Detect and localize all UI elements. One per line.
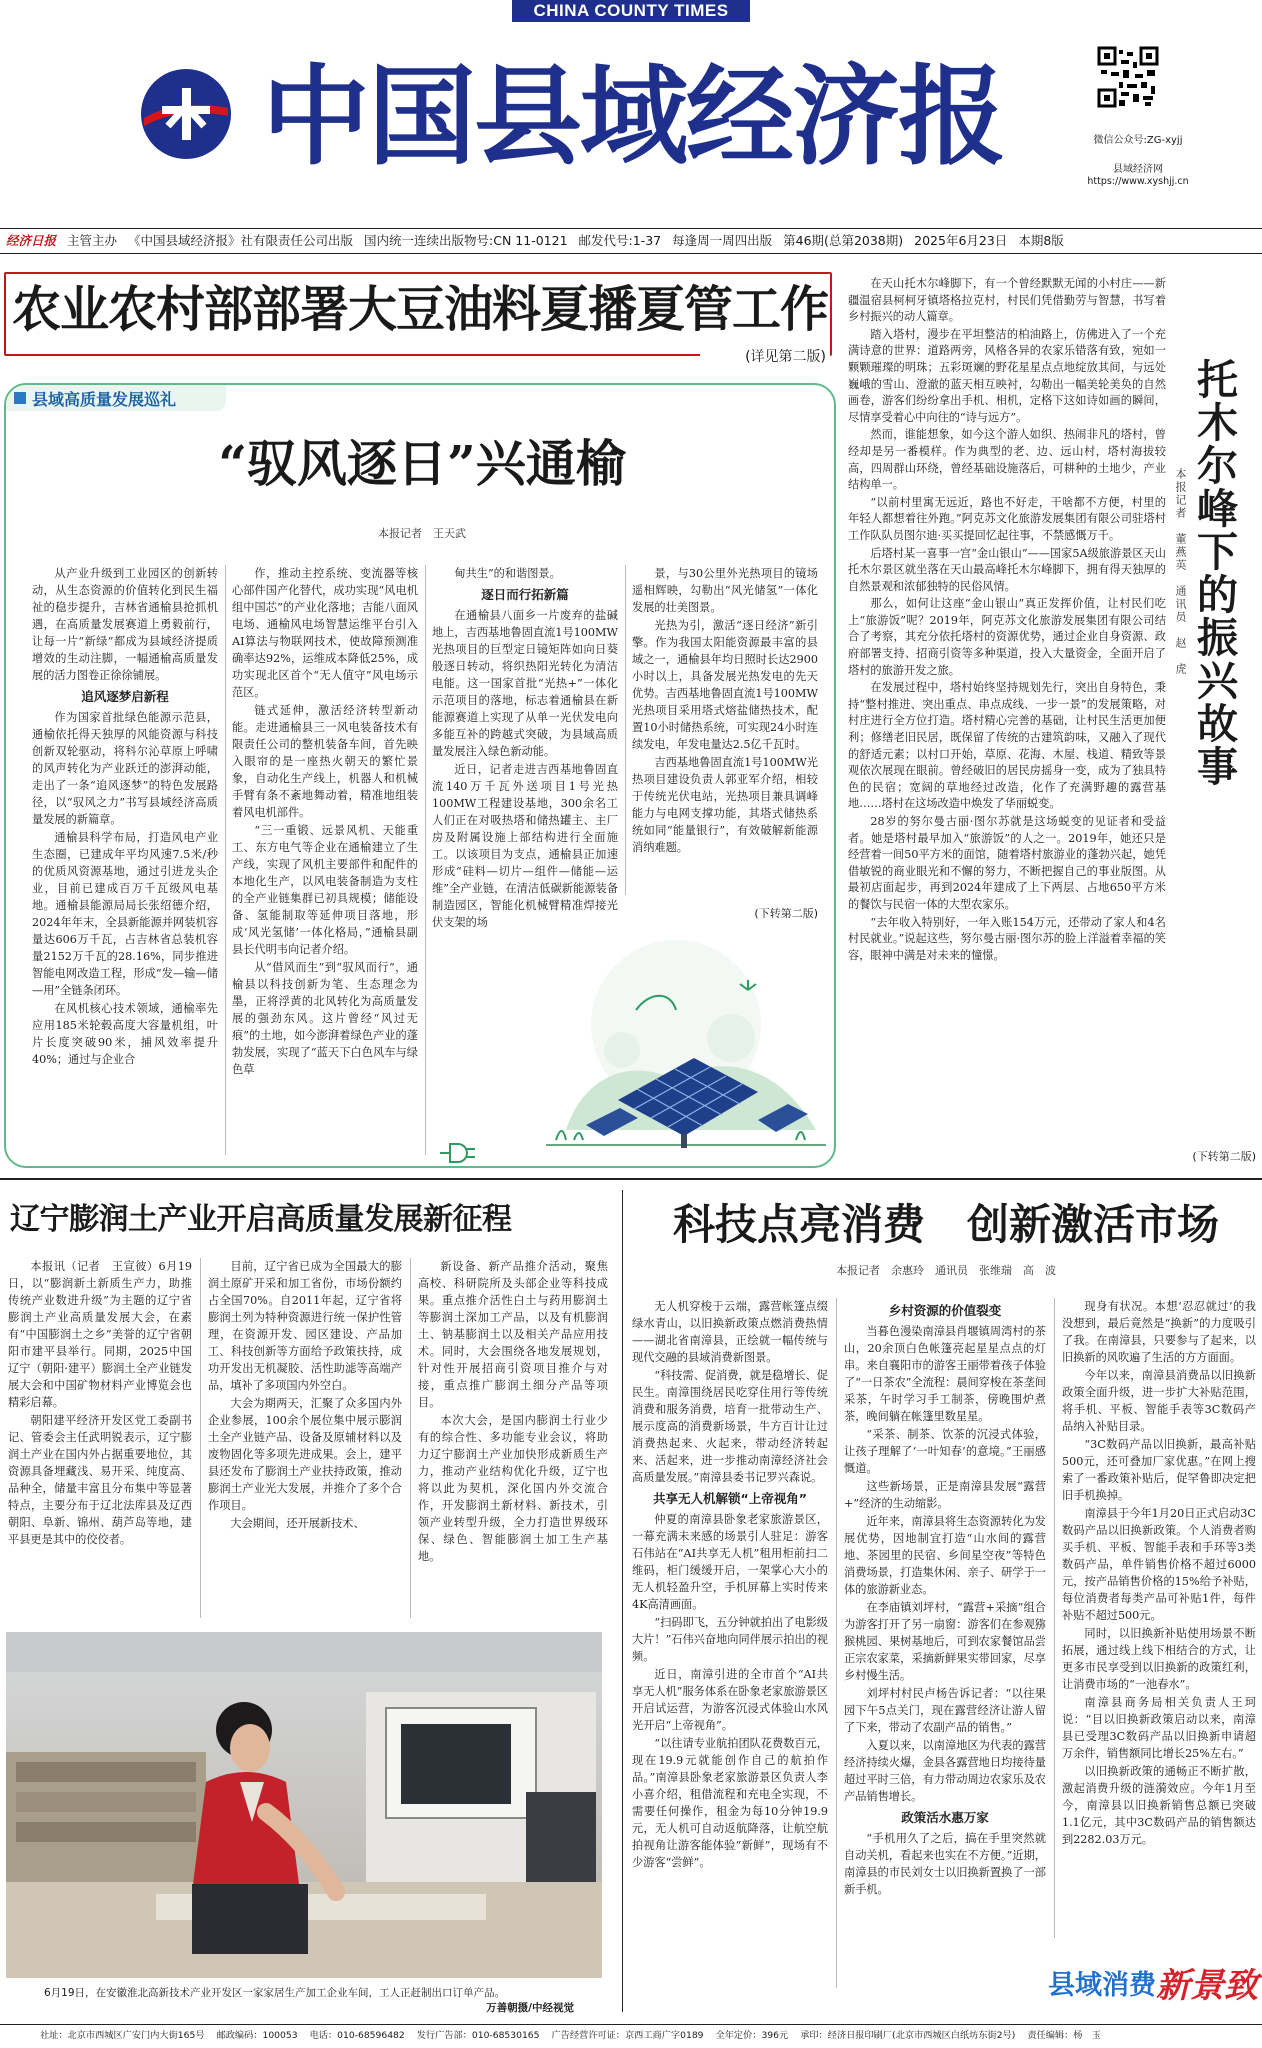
feature-tag-text: 县域高质量发展巡礼 (32, 389, 177, 409)
footer-tel: 电话：010-68596482 (309, 2030, 405, 2041)
paragraph: 在风机核心技术领域，通榆率先应用185米轮毂高度大容量机组，叶片长度突破90米，捕风效率提升40%；通过与企业合 (32, 1002, 218, 1066)
footer-ad: 发行广告部：010-68530165 (416, 2030, 540, 2041)
tech-col-3 (1062, 1298, 1256, 1938)
paragraph: 这些新场景，正是南漳县发展“露营+”经济的生动缩影。 (844, 1480, 1046, 1510)
footer-editor: 责任编辑：杨 玉 (1027, 2030, 1101, 2041)
paragraph: 甸共生”的和谐图景。 (454, 567, 561, 580)
paragraph: 踏入塔村，漫步在平坦整洁的柏油路上，仿佛进入了一个充满诗意的世界：道路两旁，风格各异的农家乐错落有致，宛如一颗颗璀璨的明珠；五彩斑斓的野花星星点点地绽放其间，与远处巍峨的雪山、澄澈的蓝天相互映衬，勾勒出一幅美轮美奂的自然画卷，游客们纷纷拿出手机、相机，定格下这如诗如画的瞬间，尽情享受着心中向往的“诗与远方”。 (848, 327, 1166, 424)
side-feature (848, 276, 1260, 1156)
footer-printer: 承印：经济日报印刷厂(北京市西城区白纸坊东街2号) (800, 2030, 1016, 2041)
paragraph: “去年收入特别好，一年入账154万元，还带动了家人和4名村民就业。”说起这些，努尔曼古丽·图尔苏的脸上洋溢着幸福的笑容，眼神中满是对未来的憧憬。 (848, 915, 1166, 962)
paragraph: “科技需、促消费，就是稳增长、促民生。南漳围绕居民吃穿住用行等传统消费和服务消费，培育一批带动生产、展示度高的消费新场景，牛方百计让过消费热起来、火起来，带动经济转起来、活起来，进一步推动南漳经济社会高质量发展。”南漳县委书记罗兴森说。 (632, 1369, 828, 1484)
site-url[interactable]: https://www.xyshjj.cn (1087, 176, 1189, 187)
paragraph: 链式延伸，激活经济转型新动能。走进通榆县三一风电装备技术有限责任公司的整机装备车间，首先映入眼帘的是一座热火朝天的繁忙景象，自动化生产线上，机器人和机械手臂有条不紊地舞动着，精准地组装着风电机部件。 (232, 704, 418, 819)
side-feature-byline: 本报记者 董燕英 通讯员 赵 虎 (1174, 468, 1187, 676)
factory-photo (6, 1632, 602, 1978)
paragraph: 同时，以旧换新补贴使用场景不断拓展，通过线上线下相结合的方式，让更多市民享受到以旧换新的政策红利，让消费市场的“一池春水”。 (1062, 1627, 1256, 1691)
paragraph: 朝阳建平经济开发区党工委副书记、管委会主任武明锐表示，辽宁膨润土产业在国内外占据重要地位，其资源具备埋藏浅、易开采、纯度高、品种全，储量丰富且分布集中等显著特点，主要分布于辽北法库县及辽西朝阳、阜新、锦州、葫芦岛等地，建平县更是其中的佼佼者。 (8, 1414, 192, 1546)
footer-zip: 邮政编码：100053 (216, 2030, 298, 2041)
paragraph: 景，与30公里外光热项目的镜场遥相辉映，勾勒出“风光储氢”一体化发展的壮美图景。 (632, 567, 818, 614)
feature-box (4, 383, 836, 1168)
paragraph: 无人机穿梭于云端，露营帐篷点缀绿水青山，以旧换新政策点燃消费热情——湖北省南漳县，正绘就一幅传统与现代交融的县域消费新图景。 (632, 1300, 828, 1364)
paragraph: 在发展过程中，塔村始终坚持规划先行，突出自身特色，秉持“整村推进、突出重点、串点成线、一步一景”的发展策略，对村庄进行全方位打造。塔村精心完善的基础，让村民生活更加便利；修缮老旧民居，既保留了传统的古建筑韵味，又融入了现代的舒适元素；以村口开始，草原、花海、木屋、栈道、精致等景观依次展现在眼前。曾经破旧的居民房摇身一变，成为了独具特色的民宿；宽阔的草地经过改造，化作了充满野趣的露营基地……塔村在这场改造中焕发了华丽蜕变。 (848, 681, 1166, 811)
paragraph: 刘坪村村民卢杨告诉记者：“以往果园下午5点关门，现在露营经济让游人留了下来，带动了农副产品的销售。” (844, 1687, 1046, 1734)
tech-title: 科技点亮消费 创新激活市场 (672, 1200, 1219, 1249)
photo-credit: 万善朝摄/中经视觉 (486, 2002, 574, 2014)
paragraph: 今年以来，南漳县消费品以旧换新政策全面升级，进一步扩大补贴范围，将手机、平板、智能手表等3C数码产品纳入补贴目录。 (1062, 1369, 1256, 1433)
feature-continued: (下转第二版) (754, 907, 818, 920)
footer-price: 全年定价：396元 (715, 2030, 789, 2041)
column-rule (836, 1298, 837, 1988)
sub-heading: 乡村资源的价值裂变 (888, 1303, 1002, 1318)
photo-caption (6, 1986, 602, 2016)
column-rule (200, 1258, 201, 1618)
paragraph: 新设备、新产品推介活动，聚焦高校、科研院所及头部企业等科技成果。重点推介活性白土与药用膨润土等膨润土深加工产品，以及有机膨润土、钠基膨润土以及相关产品应用技术。同时，大会围绕各地发展规划，针对性开展招商引资项目推介与对接，重点推广膨润土细分产品等项目。 (418, 1260, 608, 1409)
side-feature-title: 托木尔峰下的振兴故事 (1190, 358, 1238, 788)
feature-col-4 (632, 565, 818, 885)
qr-code-icon (1097, 46, 1159, 108)
feature-tag (6, 385, 226, 411)
brand-part-b: 新景致 (1156, 1965, 1258, 2006)
footer-address: 社址：北京市西城区广安门内大街165号 (40, 2030, 205, 2041)
liaoning-col-1 (8, 1258, 192, 1622)
column-brand (1000, 1960, 1262, 2004)
paragraph: “三一重锻、远景风机、天能重工、东方电气等企业在通榆建立了生产线，实现了风机主要部件和配件的本地化生产，以风电装备制造为支柱的全产业链集群已初具规模；储能设备、氢能制取等延伸项目落地，形成‘风光氢储’一体化格局，”通榆县副县长代明韦向记者介绍。 (232, 824, 418, 956)
post-code: 邮发代号:1-37 (578, 233, 662, 248)
factory-photo-image (6, 1632, 602, 1978)
paragraph: 在天山托木尔峰脚下，有一个曾经默默无闻的小村庄——新疆温宿县柯柯牙镇塔格拉克村，村民们凭借勤劳与智慧，书写着乡村振兴的动人篇章。 (848, 277, 1166, 324)
paragraph: 现身有状况。本想‘忍忍就过’的我没想到，最后竟然是“换新”的力度吸引了我。在南漳县，只要参与了起来，以旧换新的风吹遍了生活的方方面面。 (1062, 1300, 1256, 1364)
tech-byline: 本报记者 余惠玲 通讯员 张维瑞 高 波 (836, 1264, 1056, 1277)
section-vertical-divider (622, 1190, 623, 2012)
paragraph: 在李庙镇刘坪村，“露营+采摘”组合为游客打开了另一扇窗：游客们在参观猕猴桃园、果树基地后，可到农家餐馆品尝正宗农家菜，采摘新鲜果实带回家，尽享乡村慢生活。 (844, 1601, 1046, 1682)
tech-col-2 (844, 1298, 1046, 1988)
feature-col-1 (32, 565, 218, 1155)
paragraph: 本报讯（记者 王宣彼）6月19日，以“膨润新土新质生产力，助推传统产业数进升级”为主题的辽宁省膨润土产业高质量发展大会，在素有“中国膨润土之乡”美誉的辽宁省朝阳市建平县举行。同期，2025中国辽宁（朝阳·建平）膨润土全产业链发展大会和中国矿物材料产业博览会也精彩启幕。 (8, 1260, 192, 1409)
paragraph: 作为国家首批绿色能源示范县，通榆依托得天独厚的风能资源与科技创新双轮驱动，将科尔沁草原上呼啸的风声转化为产业跃迁的澎湃动能，走出了一条“追风逐梦”的特色发展路径，以“驭风之力”书写县域经济高质量发展的新篇章。 (32, 711, 218, 826)
paragraph: “以前村里寓无远近，路也不好走，干啥都不方便，村里的年轻人都想着往外跑。”阿克苏文化旅游发展集团有限公司驻塔村工作队队员图尔迪·买买提回忆起往事，不禁感慨万千。 (848, 495, 1166, 542)
paragraph: “3C数码产品以旧换新，最高补贴500元，还可叠加厂家优惠。”在网上搜索了一番政策补贴后，促罕鲁即决定把旧手机换掉。 (1062, 1438, 1256, 1502)
sponsor: 主管主办 (67, 233, 118, 248)
solar-panel-illustration (526, 930, 836, 1168)
column-rule (1054, 1298, 1055, 1938)
paragraph: “手机用久了之后，搞在手里突然就自动关机，看起来也实在不方便。”近期，南漳县的市民刘女士以旧换新置换了一部新手机。 (844, 1832, 1046, 1896)
feature-title: “驭风逐日”兴通榆 (218, 434, 626, 493)
paragraph: 以旧换新政策的通畅正不断扩散，激起消费升级的涟漪效应。今年1月至今，南漳县以旧换新销售总额已突破1.1亿元，其中3C数码产品的销售额达到2282.03万元。 (1062, 1765, 1256, 1846)
column-rule (225, 565, 226, 1155)
paragraph: 近年来，南漳县将生态资源转化为发展优势，因地制宜打造“山水间的露营地、茶园里的民宿、乡间星空夜”等特色消费场景，打造集休闲、亲子、研学于一体的旅游新业态。 (844, 1515, 1046, 1596)
paragraph: 后塔村某一喜事一宫“金山银山”——国家5A级旅游景区天山托木尔景区就坐落在天山最高峰托木尔峰脚下，拥有得天独厚的自然景观和浓郁独特的民俗风情。 (848, 546, 1166, 593)
feature-byline: 本报记者 王天武 (378, 527, 466, 540)
paragraph: “采茶、制茶、饮茶的沉浸式体验，让孩子理解了‘一叶知春’的意境。”王丽感慨道。 (844, 1428, 1046, 1475)
paragraph: 南漳县于今年1月20日正式启动3C数码产品以旧换新政策。个人消费者购买手机、平板、智能手表和手环等3类数码产品，单件销售价格不超过6000元，按产品销售价格的15%给予补贴，每位消费者每类产品可补贴1件，每件补贴不超过500元。 (1062, 1507, 1256, 1622)
paragraph: 通榆县科学布局，打造风电产业生态圈，已建成年平均风速7.5米/秒的优质风资源基地，通过引进龙头企业，目前已建成百万千瓦级风电基地。通榆县能源局局长张绍德介绍，2024年年末，全县新能源并网装机容量达606万千瓦，占吉林省总装机容量2152万千瓦的28.16%，同步推进智能电网改造工程，形成“发—输—储—用”全链条闭环。 (32, 831, 218, 997)
tag-square-icon (14, 392, 26, 404)
publisher: 《中国县域经济报》社有限责任公司出版 (128, 233, 354, 248)
side-feature-continued: (下转第二版) (1192, 1150, 1256, 1163)
headline-note: (详见第二版) (700, 346, 830, 366)
paragraph: 那么，如何让这座“金山银山”真正发挥价值，让村民们吃上“旅游饭”呢？2019年，阿克苏文化旅游发展集团有限公司结合了考察，其充分依托塔村的资源优势，通过企业自身资源、政府部署支持、招商引资等多种渠道，投入大量资金，全面开启了塔村的旅游开发之旅。 (848, 597, 1166, 677)
paragraph: “以往请专业航拍团队花费数百元，现在19.9元就能创作自己的航拍作品。”南漳县卧象老家旅游景区负责人李小喜介绍，租借流程和充电全实现，不需要任何操作，租金为每10分钟19.9元，无人机可自动返航降落，让航空航拍视角让游客能体验“新鲜”，现场有不少游客“尝鲜”。 (632, 1737, 828, 1869)
paragraph: 光热为引，激活“逐日经济”新引擎。作为我国太阳能资源最丰富的县域之一，通榆县年均日照时长达2900小时以上，具备发展光热发电的先天优势。吉西基地鲁固直流1号100MW光热项目采用塔式熔盐储热技术，配置10小时储热系统，可实现24小时连续发电，年发电量达2.5亿千瓦时。 (632, 619, 818, 751)
issue-date: 2025年6月23日 (914, 233, 1008, 248)
info-bar (0, 228, 1262, 254)
footer (0, 2024, 1262, 2048)
cn-number: 国内统一连续出版物号:CN 11-0121 (364, 233, 568, 248)
masthead-title: 中国县域经济报 (262, 54, 1005, 180)
masthead-logo-icon (138, 66, 234, 162)
paragraph: “扫码即飞，五分钟就拍出了电影级大片！”石伟兴奋地向同伴展示拍出的视频。 (632, 1616, 828, 1663)
feature-col-2 (232, 565, 418, 1155)
liaoning-col-2 (208, 1258, 402, 1622)
side-feature-text (848, 276, 1166, 1166)
sub-heading: 追风逐梦启新程 (81, 689, 169, 704)
section-divider (0, 1178, 1262, 1180)
column-rule (410, 1258, 411, 1618)
brand-part-a: 县域消费 (1048, 1969, 1156, 2001)
column-rule (425, 565, 426, 1155)
qr-caption: 微信公众号:ZG-xyjj (1093, 135, 1183, 146)
masthead (0, 0, 1262, 228)
paragraph: 当暮色漫染南漳县肖堰镇周湾村的茶山，20余顶白色帐篷亮起星星点点的灯串。来自襄阳市的游客王丽带着孩子体验了“一日茶农”全流程：晨间穿梭在茶垄间采茶，午时学习手工制茶，傍晚围炉煮茶，晚间躺在帐篷里数星星。 (844, 1325, 1046, 1423)
paragraph: 作，推动主控系统、变流器等核心部件国产化替代，成功实现“风电机组中国芯”的产业化落地；吉能八面风电场、通榆风电场智慧运维平台引入AI算法与物联网技术，使故障预测准确率达92%，运维成本降低25%，成功实现北区首个“无人值守”风电场示范区。 (232, 567, 418, 699)
masthead-english: CHINA COUNTY TIMES (512, 0, 750, 22)
sub-heading: 共享无人机解锁“上帝视角” (653, 1491, 807, 1506)
sub-heading: 逐日而行拓新篇 (481, 587, 569, 602)
paragraph: 在通榆县八面乡一片废弃的盐碱地上，吉西基地鲁固直流1号100MW光热项目的巨型定日镜矩阵如向日葵般逐日转动，将织热阳光转化为清洁电能。这一国家首批“光热+”一体化示范项目的落地，标志着通榆县在新能源赛道上实现了从单一光伏发电向多能互补的跨越式突破，为县域高质量发展注入绿色新动能。 (432, 609, 618, 758)
plug-icon (440, 1140, 476, 1166)
photo-caption-text: 6月19日，在安徽淮北高新技术产业开发区一家家居生产加工企业车间，工人正赶制出口订单产品。 (44, 1987, 506, 1999)
liaoning-title: 辽宁膨润土产业开启高质量发展新征程 (10, 1202, 512, 1237)
paragraph: 吉西基地鲁固直流1号100MW光热项目建设负责人郭亚军介绍，相较于传统光伏电站，光热项目兼具调峰能力与电网支撑功能，其塔式储热系统如同“能量银行”，有效破解新能源消纳难题。 (632, 756, 818, 854)
column-rule (625, 565, 626, 895)
paragraph: 本次大会，是国内膨润土行业少有的综合性、多功能专业会议，将助力辽宁膨润土产业加快形成新质生产力，推动产业结构优化升级，辽宁也将以此为契机，深化国内外交流合作，开发膨润土新材料、新技术，引领产业转型升级，全力打造世界级环保、绿色、智能膨润土加工生产基地。 (418, 1414, 608, 1563)
tech-col-1 (632, 1298, 828, 1988)
schedule: 每逢周一周四出版 (672, 233, 773, 248)
issue-number: 第46期(总第2038期) (783, 233, 904, 248)
paragraph: 目前，辽宁省已成为全国最大的膨润土原矿开采和加工省份，市场份额约占全国70%。自2011年起，辽宁省将膨润土列为特种资源进行统一保护性管理，在资源开发、园区建设、产品加工、科技创新等方面给予政策扶持，成功开发出无机凝胶、活性助滤等高端产品，填补了多项国内外空白。 (208, 1260, 402, 1392)
paragraph: 仲夏的南漳县卧象老家旅游景区，一幕充满未来感的场景引人驻足：游客石伟站在“AI共享无人机”租用柜前扫二维码，柜门缓缓开启，一架掌心大小的无人机轻盈升空，手机屏幕上实时传来4K高清画面。 (632, 1513, 828, 1611)
sub-heading: 政策活水惠万家 (901, 1810, 989, 1825)
page-count: 本期8版 (1018, 233, 1064, 248)
paragraph: 28岁的努尔曼古丽·图尔苏就是这场蜕变的见证者和受益者。她是塔村最早加入“旅游饭”的人之一。2019年，她还只是经营着一间50平方米的面馆，随着塔村旅游业的蓬勃兴起，她凭借敏锐的商业眼光和不懈的努力，不断把握自己的事业版图。从最初店面起步，再到2024年建成了上下两层、占地650平方米的餐饮与民宿一体的大型农家乐。 (848, 815, 1166, 911)
headline-title: 农业农村部部署大豆油料夏播夏管工作 (12, 280, 829, 338)
paragraph: 从产业升级到工业园区的创新转动，从生态资源的价值转化到民生福祉的稳步提升，吉林省通榆县抢抓机遇，在高质量发展赛道上勇毅前行，让每一片“新绿”都成为县域经济提质增效的生动注脚，一幅通榆高质量发展的活力图卷正徐徐铺展。 (32, 567, 218, 682)
paragraph: 然而，谁能想象，如今这个游人如织、热闹非凡的塔村，曾经却是另一番模样。作为典型的老、边、远山村，塔村海拔较高，四周群山环绕，曾经基础设施落后，可耕种的土地少，产业结构单一。 (848, 428, 1166, 492)
paragraph: 南漳县商务局相关负责人王珂说：“目以旧换新政策启动以来，南漳县已受理3C数码产品以旧换新申请超万余件，销售额同比增长25%左右。” (1062, 1696, 1256, 1760)
paragraph: 大会期间，还开展新技术、 (230, 1517, 365, 1530)
footer-ad-license: 广告经营许可证：京西工商广字0189 (551, 2030, 704, 2041)
paragraph: 近日，记者走进吉西基地鲁固直流140万千瓦外送项目1号光热100MW工程建设基地，300余名工人们正在对吸热塔和储热罐主、主厂房及附属设施上部结构进行全面施工。以该项目为支点，通榆县正加速形成“硅料—切片—组件—储能—运维”全产业链，在清洁低碳新能源装备制造园区，智能化机械臂精准焊接光伏支架的场 (432, 763, 618, 929)
publisher-logo: 经济日报 (6, 233, 57, 248)
headline-box[interactable] (4, 272, 832, 356)
site-name: 县域经济网 (1113, 164, 1163, 175)
paragraph: 大会为期两天，汇聚了众多国内外企业参展，100余个展位集中展示膨润土全产业链产品、设备及原辅材料以及废物固化等多项先进成果。会上，建平县还发布了膨润土产业扶持政策，推动膨润土产业光大发展，并推介了多个合作项目。 (208, 1397, 402, 1512)
liaoning-col-3 (418, 1258, 608, 1622)
paragraph: 近日，南漳引进的全市首个“AI共享无人机”服务体系在卧象老家旅游景区开启试运营，为游客沉浸式体验山水风光开启“上帝视角”。 (632, 1668, 828, 1732)
paragraph: 从“借风而生”到“驭风而行”，通榆县以科技创新为笔、生态理念为墨，正将浮黄的北风转化为高质量发展的强劲东风。这片曾经“风过无痕”的土地，如今澎湃着绿色产业的蓬勃发展，实现了“蓝天下白色风车与绿色草 (232, 961, 418, 1076)
paragraph: 入夏以来，以南漳地区为代表的露营经济持续火爆，金县各露营地日均接待量超过平时三倍，有力带动周边农家乐及农产品销售增长。 (844, 1739, 1046, 1803)
